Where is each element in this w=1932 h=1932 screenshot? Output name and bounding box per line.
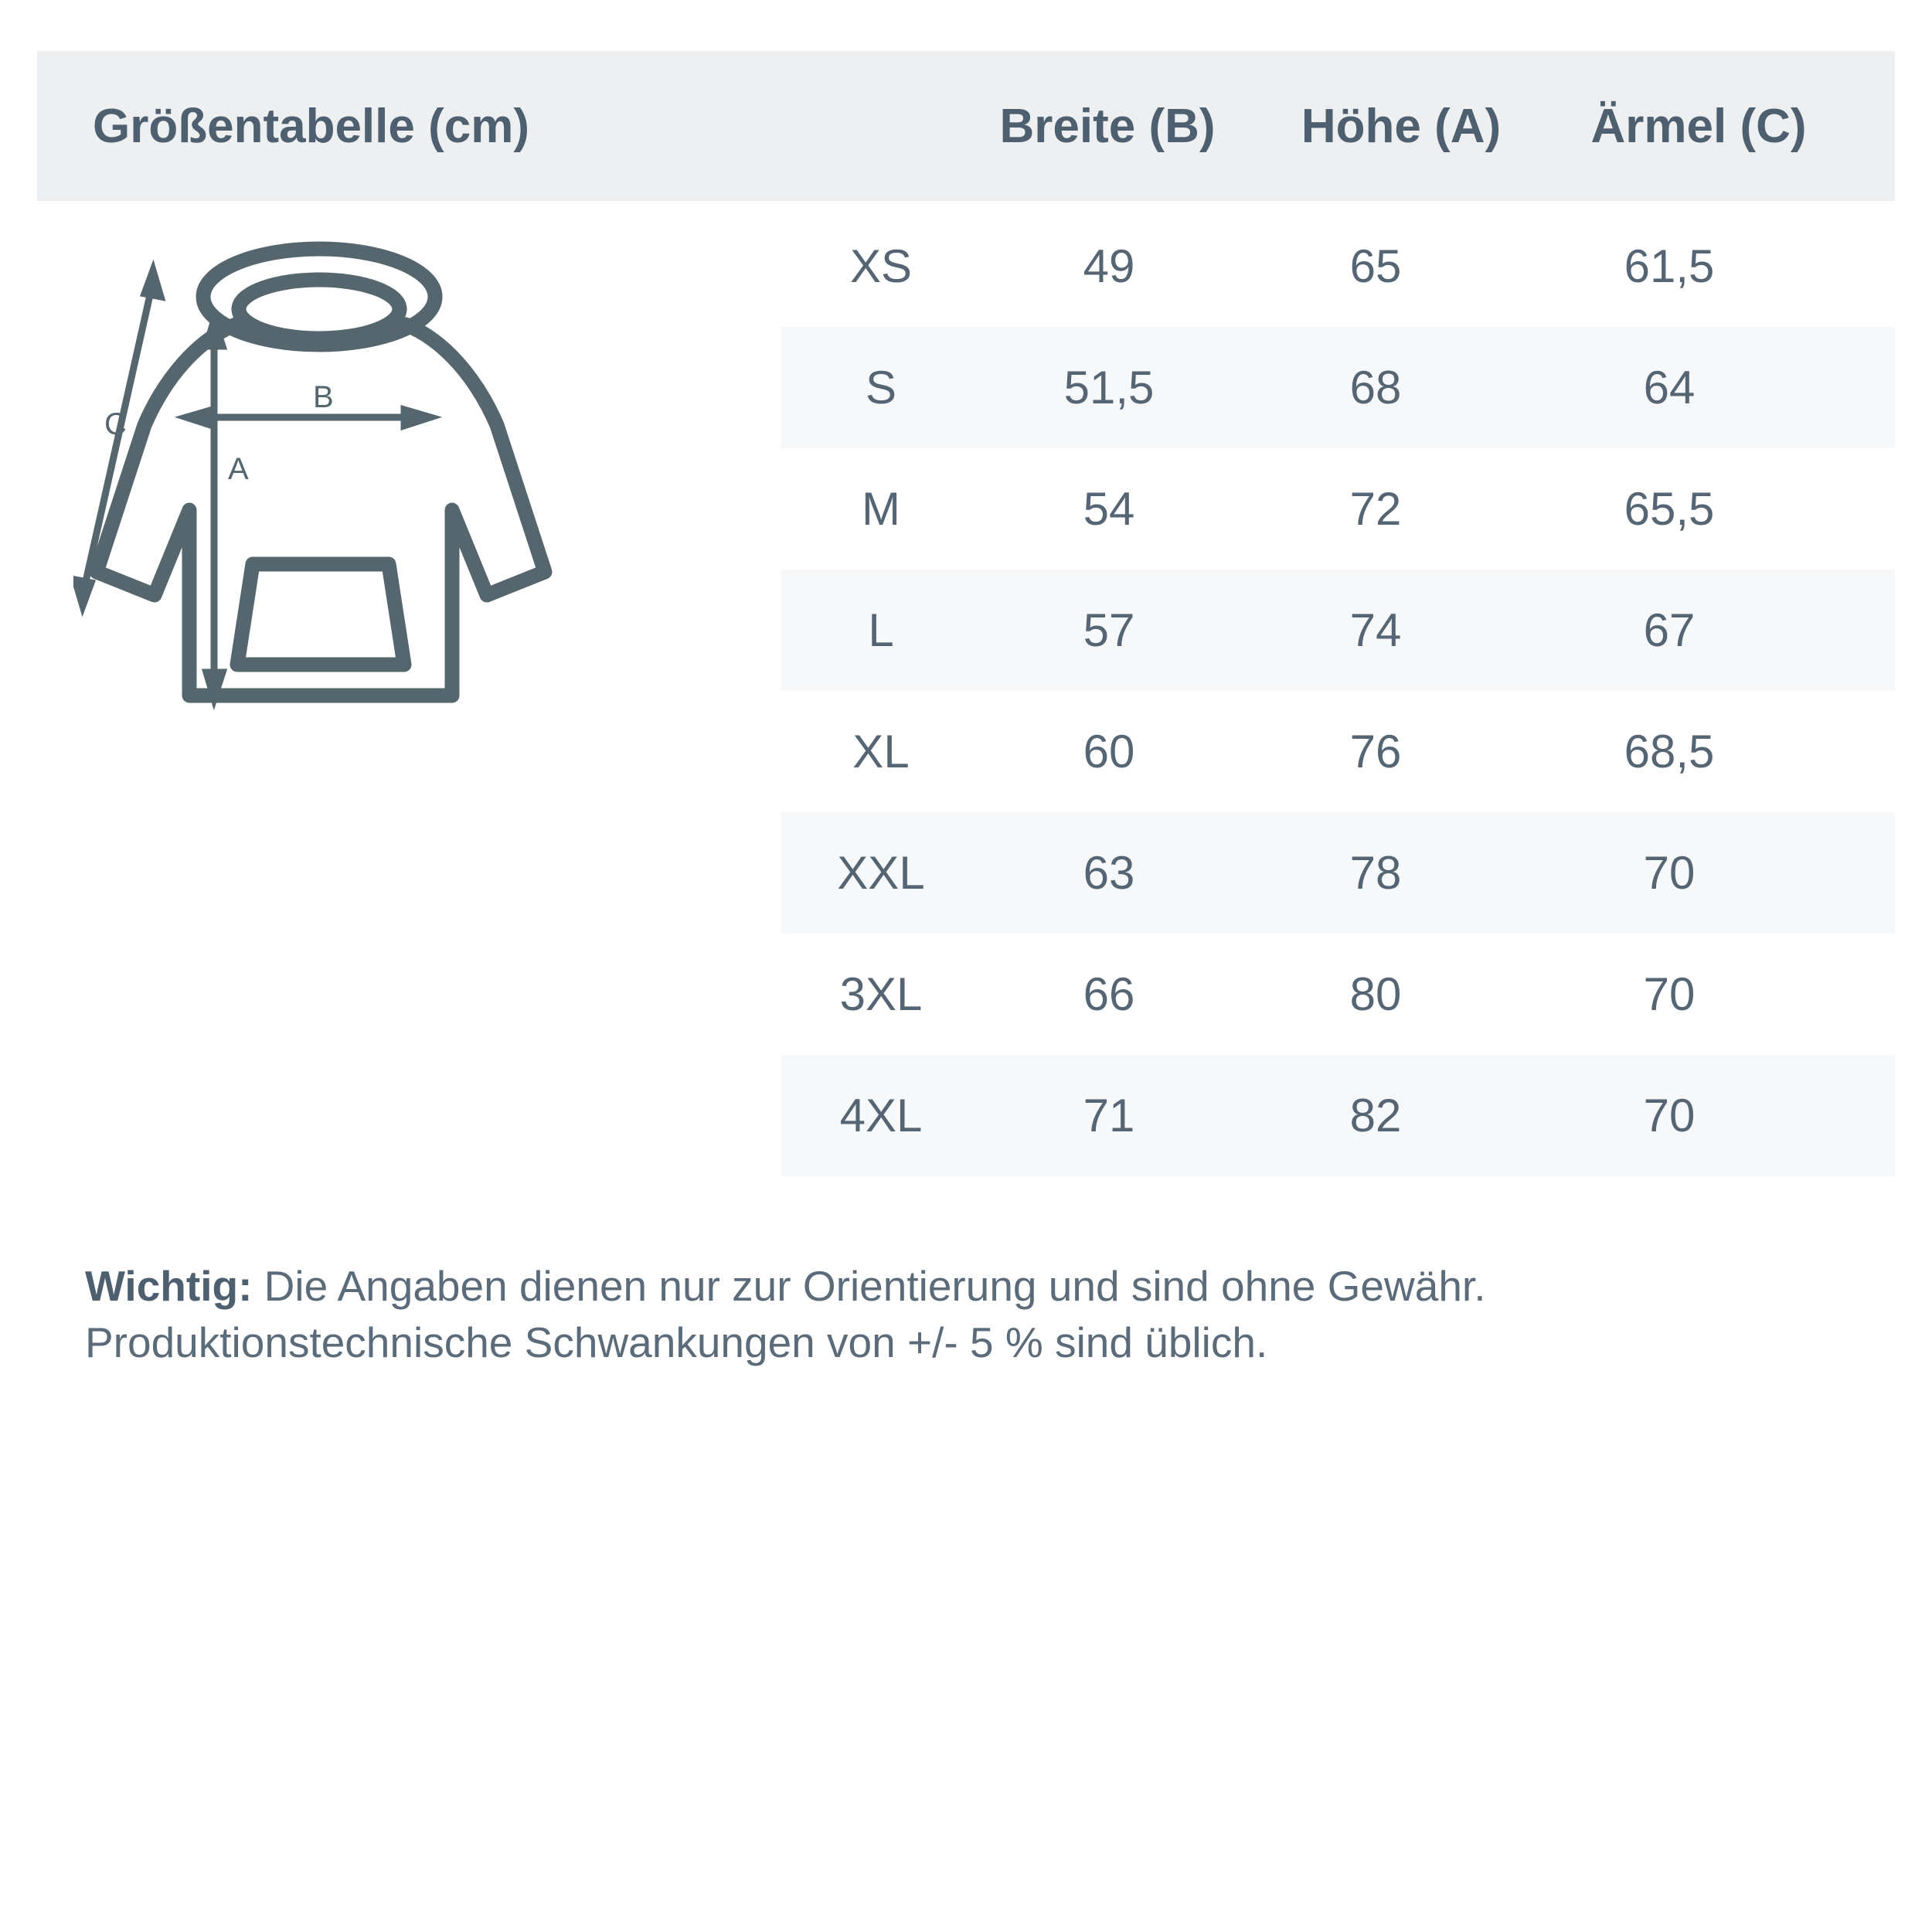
hoodie-measurement-diagram — [73, 232, 753, 819]
page-title: Größentabelle (cm) — [93, 99, 529, 153]
table-row — [781, 448, 1895, 570]
cell-height: 68 — [1349, 362, 1402, 413]
cell-sleeve: 67 — [1643, 604, 1696, 656]
label-sleeve-c: C — [104, 407, 127, 441]
table-row — [781, 327, 1895, 448]
column-header-width: Breite (B) — [999, 99, 1216, 153]
label-width-b: B — [313, 380, 334, 414]
cell-sleeve: 70 — [1643, 847, 1696, 899]
table-row — [781, 570, 1895, 691]
cell-width: 54 — [1083, 483, 1135, 535]
cell-sleeve: 68,5 — [1624, 726, 1715, 777]
cell-width: 66 — [1083, 968, 1135, 1020]
table-row — [781, 206, 1895, 327]
cell-sleeve: 64 — [1643, 362, 1696, 413]
column-header-sleeve: Ärmel (C) — [1590, 99, 1807, 153]
cell-size: XL — [852, 726, 910, 777]
cell-size: 3XL — [839, 968, 923, 1020]
cell-width: 71 — [1083, 1090, 1135, 1141]
cell-sleeve: 70 — [1643, 968, 1696, 1020]
cell-size: XXL — [837, 847, 925, 899]
cell-height: 82 — [1349, 1090, 1402, 1141]
size-table — [781, 206, 1895, 1176]
column-headers — [818, 99, 1895, 154]
cell-height: 72 — [1349, 483, 1402, 535]
cell-sleeve: 70 — [1643, 1090, 1696, 1141]
disclaimer-text: Die Angaben dienen nur zur Orientierung und sind ohne Gewähr. Produktionstechnische Schwankungen von +/- 5 % sind üblich. — [85, 1262, 1486, 1367]
cell-sleeve: 65,5 — [1624, 483, 1715, 535]
cell-height: 78 — [1349, 847, 1402, 899]
table-row — [781, 691, 1895, 812]
disclaimer-note — [85, 1258, 1839, 1371]
column-header-height: Höhe (A) — [1301, 99, 1502, 153]
table-row — [781, 934, 1895, 1055]
cell-height: 76 — [1349, 726, 1402, 777]
cell-size: 4XL — [839, 1090, 923, 1141]
cell-width: 57 — [1083, 604, 1135, 656]
cell-size: M — [862, 483, 900, 535]
cell-width: 51,5 — [1063, 362, 1155, 413]
cell-size: L — [868, 604, 894, 656]
size-chart-header — [37, 51, 1895, 201]
cell-sleeve: 61,5 — [1624, 240, 1715, 292]
cell-width: 63 — [1083, 847, 1135, 899]
cell-height: 80 — [1349, 968, 1402, 1020]
cell-size: XS — [849, 240, 913, 292]
table-row — [781, 1055, 1895, 1176]
label-height-a: A — [228, 452, 249, 486]
disclaimer-lead: Wichtig: — [85, 1262, 253, 1310]
cell-height: 74 — [1349, 604, 1402, 656]
table-row — [781, 812, 1895, 934]
cell-width: 49 — [1083, 240, 1135, 292]
cell-height: 65 — [1349, 240, 1402, 292]
cell-width: 60 — [1083, 726, 1135, 777]
cell-size: S — [865, 362, 897, 413]
